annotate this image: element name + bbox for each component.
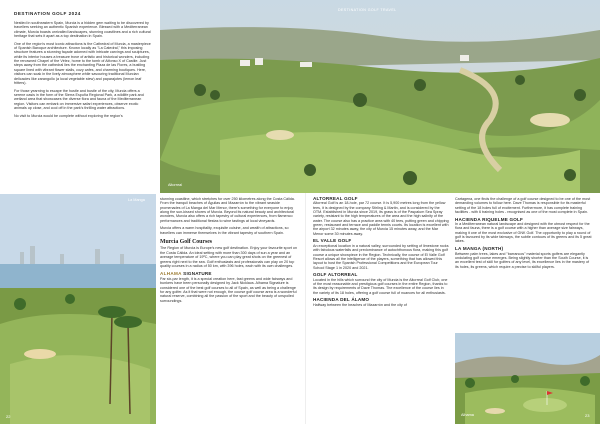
body-paragraph: Murcia offers a warm hospitality, exquisite cuisine, and wealth of attractions, so travellers can immerse themselves in the vibrant tapestry of southern Spain. [160,226,289,235]
body-paragraph: stunning coastline, which stretches for over 250 kilometres along the Costa Cálida. From the tranquil beaches of Águilas and Mazarrón to the vibrant seaside promenades of La Manga del Mar Menor, there's something for everyone to enjoy along the sun-kissed shores of Murcia. Beyond its natural beauty and architectural wonders, Murcia also offers a rich tapestry of cultural experiences, from flamenco performances and traditional fiestas to wine tastings at local vineyards. [160,197,295,223]
course-title: HACIENDA DEL ÁLAMO [313,297,370,303]
page-header: DESTINATION GOLF 2024 [14,11,81,16]
section-paragraph: The Region of Murcia is Europe's new golf destination. Enjoy your favourite sport on the Costa Cálida. An ideal setting with more than 300 days of sun a year and an average temperature of 19ºC, where you can play great shots on the greenest of greens right next to the sea. Golf enthusiasts and professionals can play on 20 top quality courses in a radius of 50 km, with 396 holes, each with its own challenges. [160,246,298,268]
course-description: Halfway between the beaches of Mazarrón and the city of [313,302,407,307]
course-description: Altorreal Golf is an 18-hole, par 72 course. It is 5,900 metres long from the yellow tees, it is designed by the company Stirling & Martin, and is considered by the OTM. Established in Murcia since 2019, its grass is of the Paspalum Sea Spray variety, resistant to the high temperatures of the area and the high salinity of the water. The course also has a practice area with 40 tees, putting green and chipping green, restaurant and terrace and paddle tennis courts. Its location is excellent with the airport 32 minutes away, the city of Murcia 15 minutes away, and the Mar Menor some 30 minutes away. [313,201,449,236]
course-title-alhama [160,272,300,276]
course-title: LA MANGA (NORTH) [455,246,504,252]
intro-paragraph: Nestled in southeastern Spain, Murcia is a hidden gem waiting to be discovered by travellers seeking an authentic Spanish experience. Blessed with a Mediterranean climate, Murcia boasts unrivalled landscapes, stunning coastlines and a rich cultural heritage that sets it apart as a top destination in Spain. [14,21,151,39]
course-description: Par six-par length, it is a special creation here, fast greens and wide fairways and bunkers have been personally designed by Jack Nicklaus. Alhama Signature is considered one of the best golf courses to all of Spain, as well as being a challenge for any golfer. As it that were not enough, the course golf course area is a wonderful natural reserve, combining all the passion of the sport and the beauty of unspoiled surroundings. [160,276,297,303]
course-description: In a Mediterranean natural landscape and designed with the utmost respect for the flora and fauna, there is a golf course with a higher than average size fairways, making it one of the most exclusive of GNK Golf. The opportunity to play a round of golf is favoured by its wide fairways, the subtle contours of its greens and its 5 great lakes. [455,222,592,244]
course-title: ALTORREAL GOLF [313,196,358,201]
image-header-overlay: DESTINATION GOLF TRAVEL [338,8,397,12]
course-description: An exceptional location in a natural valley, surrounded by setting of limestone rocks with fabulous waterfalls and predominance of autochthonous flora, making this golf course a unique showpiece in the Region. Technically, the course of El Valle Golf Resort allows all the intelligence of the players, something that has allowed this layout to host the Spanish Professional Competitions and the European Tour School Stage 1 in 2020 and 2021. [313,243,449,270]
image-caption: La Manga [128,198,145,202]
spine-divider [305,193,306,424]
altorreal-image [160,0,600,193]
image-caption: Altorreal [168,183,183,187]
middle-text-column [160,197,300,306]
golf-course-aerial-illustration [160,0,600,193]
course-title: EL VALLE GOLF [313,238,352,244]
image-caption: Alhama [461,413,474,417]
course-title: GOLF ALTORREAL [313,272,358,278]
course-description: Cartagena, one finds the challenge of a golf course designed to be one of the most demanding volumes to follow here. Dave Thomas is responsible for its masterful setting of the 18 holes full of excitement. Furthermore, it has complete training facilities - with 6 training holes - recognised as one of the most complete in Spain. [455,197,591,215]
intro-paragraph: One of the region's most iconic attractions is the Cathedral of Murcia, a masterpiece of Spanish Baroque architecture. Known locally as "La Catedral," this imposing structure features a stunning façade adorned with intricate carvings and sculptures, while its interior houses a treasure trove of artistic and historical wonders, including the renowned Chapel of the Vélez, home to the tomb of Alfonso X of Castile. Just steps away from the cathedral lies the enchanting Plaza de las Flores, a bustling square lined with vibrant flower stalls, cozy cafes, and charming boutiques. Here, visitors can soak in the lively atmosphere while savouring traditional Murcian delicacies like zarangollo (a local vegetable stew) and paparajotes (lemon leaf fritters). [14,41,151,85]
intro-paragraph: No visit to Murcia would be complete without exploring the region's [14,113,123,118]
left-text-column [14,11,152,121]
section-title: Murcia Golf Courses [160,239,213,246]
course-description: Between palm trees, lakes and "barrancos" material sports golfers are elegantly undulating golf course emerges. Being slightly shorter than the South Course, it is an excellent test of skill for golfers of any level, its excellence lies in the mastery of its holes, its greens, which require a precise to skilful players. [455,251,590,269]
right-column-2 [455,197,593,272]
course-title-prefix: ALHAMA [160,270,182,276]
course-title: HACIENDA RIQUELME GOLF [455,216,524,222]
page-number: 23 [585,413,590,418]
intro-paragraph: For those yearning to escape the hustle and bustle of the city, Murcia offers a serene oasis in the form of the Sierra Espuña Regional Park, a wildlife park and wetland area that showcases the diverse flora and fauna of the Mediterranean region. Visitors can embark on immersive safari experiences, observe exotic animals up close, and cool off in the park's thrilling water attractions. [14,88,144,110]
page-number: 22 [6,414,11,419]
course-title-suffix: SIGNATURE [181,270,212,276]
golf-green-illustration [455,333,600,424]
course-description: Located in the hills which surround the city of Murcia is the Altorreal Golf Club, one of the most reasonable and prestigious golf courses in the entire Region, thanks to its design by requirements of Dave Thomas. The excellence of the course lies in the variety of its 18 holes, offering a golf course full of nuances for all enthusiasts. [313,277,448,295]
la-manga-image [0,194,156,424]
coastal-golf-illustration [0,194,156,424]
intro-text [14,21,152,118]
right-column-1 [313,197,449,310]
alhama-image [455,333,600,424]
